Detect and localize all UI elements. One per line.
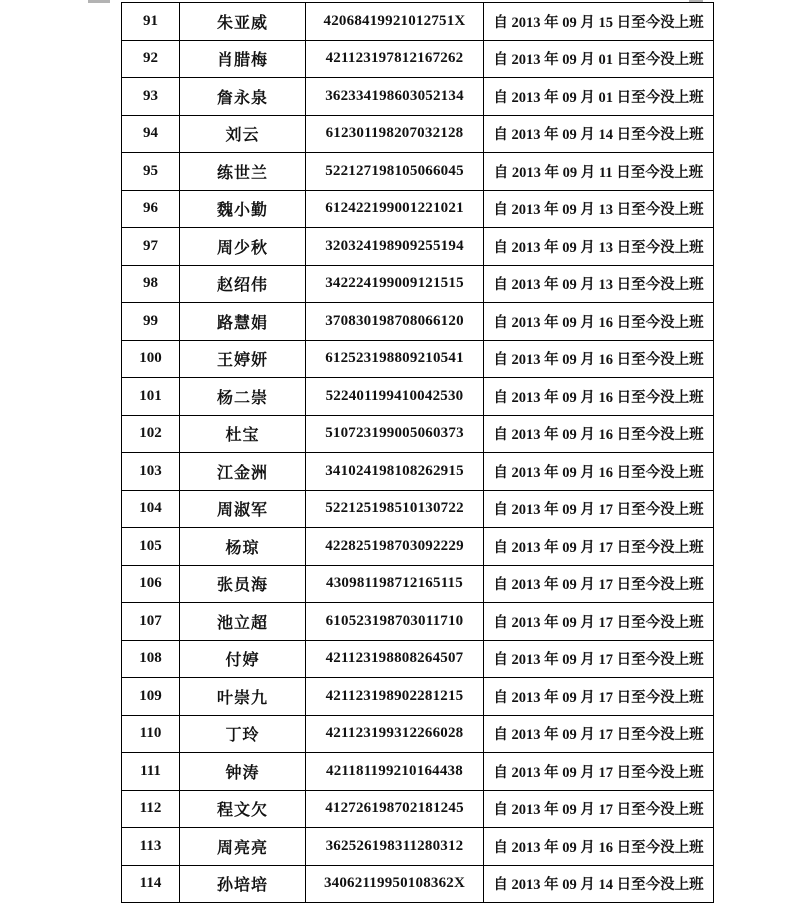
table-row — [122, 790, 714, 828]
table-row — [122, 753, 714, 791]
name-cell: 孙培培 — [180, 865, 306, 903]
status-cell: 自 2013 年 09 月 13 日至今没上班 — [484, 265, 714, 303]
id-number-cell: 421123198902281215 — [306, 678, 484, 716]
id-number-cell: 612301198207032128 — [306, 115, 484, 153]
table-row — [122, 640, 714, 678]
row-number-cell: 102 — [122, 415, 180, 453]
id-number-cell: 522127198105066045 — [306, 153, 484, 191]
table-row — [122, 528, 714, 566]
id-number-cell: 421123197812167262 — [306, 40, 484, 78]
status-cell: 自 2013 年 09 月 16 日至今没上班 — [484, 415, 714, 453]
id-number-cell: 421123199312266028 — [306, 715, 484, 753]
name-cell: 周淑军 — [180, 490, 306, 528]
name-cell: 王婷妍 — [180, 340, 306, 378]
row-number-cell: 97 — [122, 228, 180, 266]
row-number-cell: 108 — [122, 640, 180, 678]
status-cell: 自 2013 年 09 月 01 日至今没上班 — [484, 78, 714, 116]
table-row — [122, 228, 714, 266]
status-cell: 自 2013 年 09 月 17 日至今没上班 — [484, 603, 714, 641]
row-number-cell: 96 — [122, 190, 180, 228]
table-row — [122, 565, 714, 603]
id-number-cell: 612523198809210541 — [306, 340, 484, 378]
table-row — [122, 490, 714, 528]
table-row — [122, 265, 714, 303]
row-number-cell: 95 — [122, 153, 180, 191]
row-number-cell: 104 — [122, 490, 180, 528]
row-number-cell: 107 — [122, 603, 180, 641]
status-cell: 自 2013 年 09 月 17 日至今没上班 — [484, 565, 714, 603]
row-number-cell: 94 — [122, 115, 180, 153]
row-number-cell: 113 — [122, 828, 180, 866]
id-number-cell: 320324198909255194 — [306, 228, 484, 266]
status-cell: 自 2013 年 09 月 17 日至今没上班 — [484, 528, 714, 566]
status-cell: 自 2013 年 09 月 17 日至今没上班 — [484, 715, 714, 753]
name-cell: 杨琼 — [180, 528, 306, 566]
status-cell: 自 2013 年 09 月 16 日至今没上班 — [484, 828, 714, 866]
id-number-cell: 342224199009121515 — [306, 265, 484, 303]
status-cell: 自 2013 年 09 月 17 日至今没上班 — [484, 490, 714, 528]
name-cell: 钟涛 — [180, 753, 306, 791]
name-cell: 肖腊梅 — [180, 40, 306, 78]
name-cell: 杨二崇 — [180, 378, 306, 416]
name-cell: 张员海 — [180, 565, 306, 603]
name-cell: 周亮亮 — [180, 828, 306, 866]
id-number-cell: 412726198702181245 — [306, 790, 484, 828]
id-number-cell: 421181199210164438 — [306, 753, 484, 791]
row-number-cell: 100 — [122, 340, 180, 378]
status-cell: 自 2013 年 09 月 17 日至今没上班 — [484, 753, 714, 791]
status-cell: 自 2013 年 09 月 13 日至今没上班 — [484, 228, 714, 266]
name-cell: 刘云 — [180, 115, 306, 153]
row-number-cell: 92 — [122, 40, 180, 78]
row-number-cell: 103 — [122, 453, 180, 491]
name-cell: 魏小勤 — [180, 190, 306, 228]
name-cell: 练世兰 — [180, 153, 306, 191]
id-number-cell: 510723199005060373 — [306, 415, 484, 453]
scan-artifact-left — [88, 0, 110, 3]
id-number-cell: 362334198603052134 — [306, 78, 484, 116]
table-row — [122, 603, 714, 641]
table-row — [122, 40, 714, 78]
id-number-cell: 612422199001221021 — [306, 190, 484, 228]
name-cell: 周少秋 — [180, 228, 306, 266]
row-number-cell: 105 — [122, 528, 180, 566]
table-row — [122, 153, 714, 191]
name-cell: 江金洲 — [180, 453, 306, 491]
table-row — [122, 115, 714, 153]
name-cell: 路慧娟 — [180, 303, 306, 341]
table-row — [122, 3, 714, 41]
status-cell: 自 2013 年 09 月 17 日至今没上班 — [484, 640, 714, 678]
table-row — [122, 865, 714, 903]
status-cell: 自 2013 年 09 月 16 日至今没上班 — [484, 340, 714, 378]
row-number-cell: 99 — [122, 303, 180, 341]
status-cell: 自 2013 年 09 月 13 日至今没上班 — [484, 190, 714, 228]
row-number-cell: 101 — [122, 378, 180, 416]
status-cell: 自 2013 年 09 月 14 日至今没上班 — [484, 865, 714, 903]
absence-table — [121, 2, 714, 903]
status-cell: 自 2013 年 09 月 16 日至今没上班 — [484, 303, 714, 341]
name-cell: 叶崇九 — [180, 678, 306, 716]
row-number-cell: 114 — [122, 865, 180, 903]
absence-table-body — [122, 3, 714, 903]
status-cell: 自 2013 年 09 月 16 日至今没上班 — [484, 453, 714, 491]
id-number-cell: 522125198510130722 — [306, 490, 484, 528]
name-cell: 杜宝 — [180, 415, 306, 453]
status-cell: 自 2013 年 09 月 17 日至今没上班 — [484, 790, 714, 828]
row-number-cell: 98 — [122, 265, 180, 303]
row-number-cell: 93 — [122, 78, 180, 116]
name-cell: 丁玲 — [180, 715, 306, 753]
row-number-cell: 112 — [122, 790, 180, 828]
row-number-cell: 109 — [122, 678, 180, 716]
table-row — [122, 453, 714, 491]
id-number-cell: 362526198311280312 — [306, 828, 484, 866]
status-cell: 自 2013 年 09 月 15 日至今没上班 — [484, 3, 714, 41]
name-cell: 池立超 — [180, 603, 306, 641]
table-row — [122, 378, 714, 416]
status-cell: 自 2013 年 09 月 14 日至今没上班 — [484, 115, 714, 153]
row-number-cell: 91 — [122, 3, 180, 41]
name-cell: 程文欠 — [180, 790, 306, 828]
id-number-cell: 42068419921012751X — [306, 3, 484, 41]
id-number-cell: 422825198703092229 — [306, 528, 484, 566]
id-number-cell: 430981198712165115 — [306, 565, 484, 603]
id-number-cell: 34062119950108362X — [306, 865, 484, 903]
row-number-cell: 110 — [122, 715, 180, 753]
id-number-cell: 421123198808264507 — [306, 640, 484, 678]
table-row — [122, 340, 714, 378]
name-cell: 詹永泉 — [180, 78, 306, 116]
table-row — [122, 303, 714, 341]
table-row — [122, 828, 714, 866]
name-cell: 付婷 — [180, 640, 306, 678]
id-number-cell: 610523198703011710 — [306, 603, 484, 641]
status-cell: 自 2013 年 09 月 17 日至今没上班 — [484, 678, 714, 716]
row-number-cell: 106 — [122, 565, 180, 603]
table-row — [122, 78, 714, 116]
id-number-cell: 522401199410042530 — [306, 378, 484, 416]
table-row — [122, 415, 714, 453]
name-cell: 赵绍伟 — [180, 265, 306, 303]
row-number-cell: 111 — [122, 753, 180, 791]
table-row — [122, 678, 714, 716]
id-number-cell: 341024198108262915 — [306, 453, 484, 491]
status-cell: 自 2013 年 09 月 16 日至今没上班 — [484, 378, 714, 416]
id-number-cell: 370830198708066120 — [306, 303, 484, 341]
status-cell: 自 2013 年 09 月 11 日至今没上班 — [484, 153, 714, 191]
table-row — [122, 190, 714, 228]
table-row — [122, 715, 714, 753]
name-cell: 朱亚威 — [180, 3, 306, 41]
status-cell: 自 2013 年 09 月 01 日至今没上班 — [484, 40, 714, 78]
